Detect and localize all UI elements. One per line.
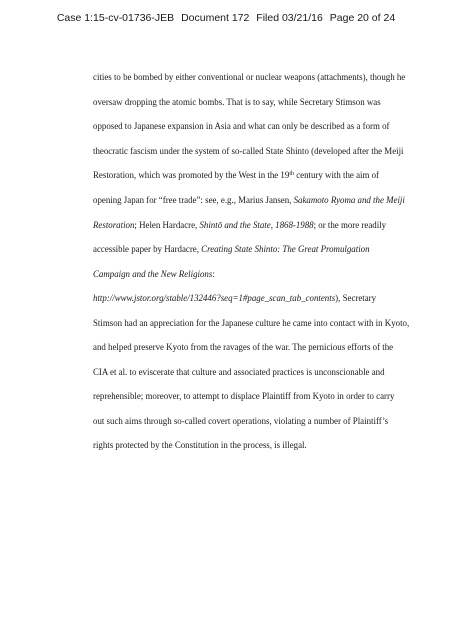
text-segment: Stimson had an appreciation for the Japanese culture he came into contact with in Kyoto, — [93, 317, 410, 328]
body-line — [93, 170, 379, 180]
body-line — [93, 318, 409, 328]
text-segment: Restoration, which was promoted by the West in the 19 — [93, 170, 290, 180]
filed-date: Filed 03/21/16 — [256, 12, 323, 24]
body-line — [93, 97, 381, 107]
text-segment: Creating State Shinto: The Great Promulgation — [201, 244, 370, 254]
text-segment: Restoration — [93, 219, 135, 230]
text-segment: rights protected by the Constitution in the process, is illegal. — [93, 440, 307, 450]
text-segment: opposed to Japanese expansion in Asia and what can only be described as a form of — [93, 121, 390, 131]
case-header — [0, 12, 452, 24]
body-line — [93, 72, 405, 82]
body-line — [93, 342, 393, 352]
body-line — [93, 220, 386, 230]
body-line — [93, 391, 394, 401]
document-number: Document 172 — [181, 12, 250, 24]
text-segment: oversaw dropping the atomic bombs. That is to say, while Secretary Stimson was — [93, 96, 381, 107]
text-segment: ; or the more readily — [313, 219, 387, 230]
body-line — [93, 293, 376, 303]
text-segment: th — [289, 171, 294, 177]
text-segment: century with the aim of — [293, 170, 380, 180]
text-segment: : — [212, 268, 215, 279]
body-line — [93, 121, 390, 131]
text-segment: opening Japan for “free trade”: see, e.g., Marius Jansen, — [93, 195, 294, 205]
body-line — [93, 416, 388, 426]
body-line — [93, 195, 405, 205]
body-line — [93, 440, 307, 450]
body-line — [93, 146, 404, 156]
text-segment: and helped preserve Kyoto from the ravages of the war. The pernicious efforts of the — [93, 342, 394, 352]
text-segment: theocratic fascism under the system of so-called State Shinto (developed after the Meiji — [93, 145, 404, 156]
body-line — [93, 367, 385, 377]
text-segment: ), Secretary — [335, 293, 377, 303]
text-segment: http://www.jstor.org/stable/132446?seq=1#page_scan_tab_contents — [93, 293, 336, 303]
case-number: Case 1:15-cv-01736-JEB — [56, 12, 175, 24]
text-segment: Campaign and the New Religions — [93, 268, 213, 279]
body-line — [93, 269, 215, 279]
text-segment: ; Helen Hardacre, — [134, 219, 200, 230]
text-segment: reprehensible; moreover, to attempt to displace Plaintiff from Kyoto in order to carry — [93, 391, 395, 401]
text-segment: accessible paper by Hardacre, — [93, 244, 202, 254]
text-segment: cities to be bombed by either conventional or nuclear weapons (attachments), though he — [93, 72, 406, 82]
text-segment: out such aims through so-called covert operations, violating a number of Plaintiff’s — [93, 415, 389, 426]
page-number: Page 20 of 24 — [329, 12, 396, 24]
text-segment: CIA et al. to eviscerate that culture and associated practices is unconscionable and — [93, 366, 385, 377]
body-line — [93, 244, 370, 254]
text-segment: Sakamoto Ryoma and the Meiji — [293, 195, 405, 205]
text-segment: Shintō and the State, 1868-1988 — [199, 219, 314, 230]
